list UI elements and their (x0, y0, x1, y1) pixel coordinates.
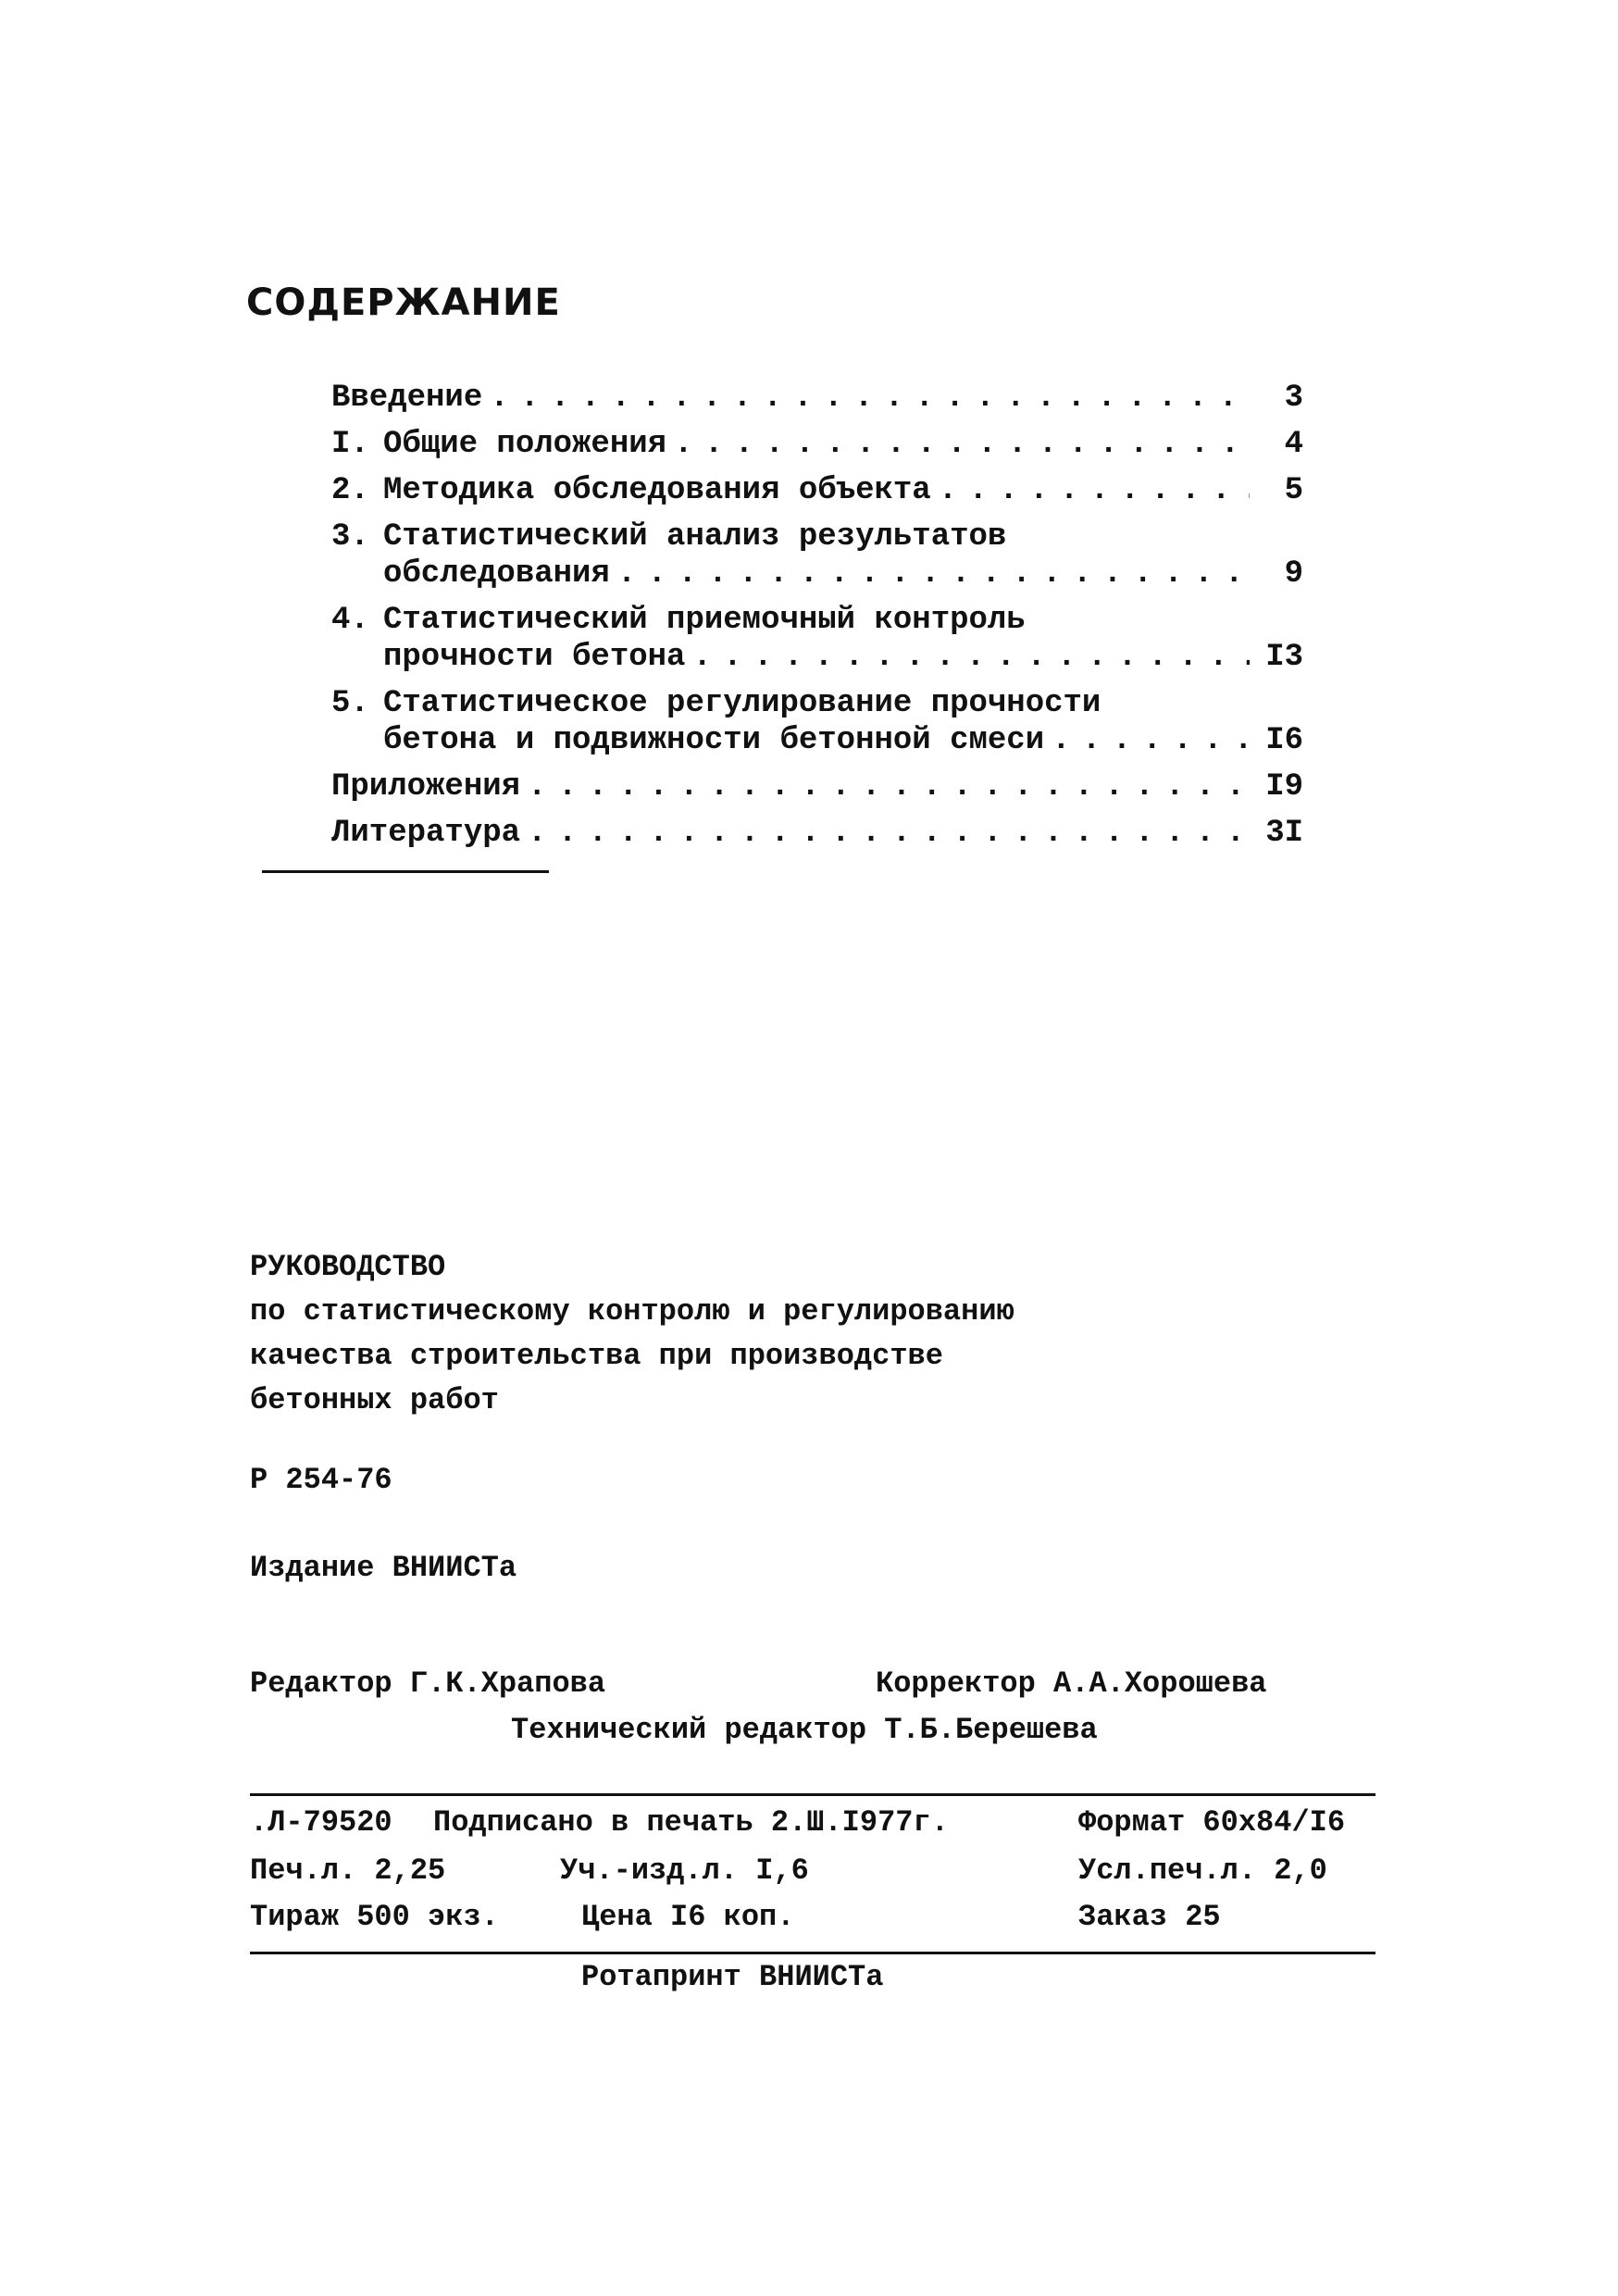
toc-entry-page: 5 (1284, 473, 1303, 508)
toc-leader-dots (617, 555, 1250, 593)
toc-entry-3 (331, 518, 1303, 593)
imprint-title-line: качества строительства при производстве (250, 1339, 943, 1373)
toc-entry-number: 3. (331, 519, 369, 555)
toc-leader-dots (528, 815, 1250, 852)
printer-credit: Ротапринт ВНИИСТа (581, 1960, 884, 1994)
editor-credit: Редактор Г.К.Храпова (250, 1666, 606, 1701)
toc-entry-title-continued: прочности бетона (383, 640, 686, 675)
order-number: .Л-79520 (250, 1805, 392, 1840)
toc-entry-page: 9 (1284, 556, 1303, 592)
toc-entry-title: Приложения (331, 769, 521, 805)
toc-entry-title: Статистический анализ результатов (383, 519, 1007, 555)
toc-entry-literature (331, 815, 1303, 852)
imprint-title-line: по статистическому контролю и регулированию (250, 1294, 1014, 1329)
document-code: Р 254-76 (250, 1463, 392, 1497)
corrector-credit: Корректор А.А.Хорошева (876, 1666, 1267, 1701)
toc-leader-dots (490, 380, 1250, 417)
toc-entry-title: Общие положения (383, 427, 667, 462)
imprint-title (250, 1245, 1014, 1423)
toc-entry-introduction (331, 380, 1303, 417)
toc-entry-page: 4 (1284, 427, 1303, 462)
toc-entry-title: Введение (331, 381, 483, 416)
toc-leader-dots (674, 426, 1250, 463)
publication-bottom-rule (250, 1952, 1375, 1954)
tech-editor-credit: Технический редактор Т.Б.Берешева (511, 1713, 1098, 1747)
toc-entry-1 (331, 426, 1303, 463)
edition-note: Издание ВНИИСТа (250, 1551, 517, 1585)
publisher-sheets: Уч.-изд.л. I,6 (560, 1853, 809, 1888)
toc-entry-number: 5. (331, 686, 369, 721)
signed-to-print: Подписано в печать 2.Ш.I977г. (433, 1805, 949, 1840)
toc-entry-number: 2. (331, 473, 369, 508)
toc-entry-page: 3I (1265, 816, 1303, 851)
contents-divider (262, 870, 549, 873)
toc-entry-title: Статистическое регулирование прочности (383, 686, 1101, 721)
toc-leader-dots (1052, 722, 1250, 759)
print-sheets: Печ.л. 2,25 (250, 1853, 446, 1888)
toc-entry-title: Литература (331, 816, 521, 851)
toc-entry-title-continued: обследования (383, 556, 610, 592)
toc-entry-title-continued: бетона и подвижности бетонной смеси (383, 723, 1045, 758)
table-of-contents (331, 380, 1303, 861)
toc-entry-page: 3 (1284, 381, 1303, 416)
contents-heading: СОДЕРЖАНИЕ (246, 281, 561, 324)
toc-entry-4 (331, 602, 1303, 676)
toc-entry-page: I9 (1265, 769, 1303, 805)
toc-entry-page: I6 (1265, 723, 1303, 758)
toc-entry-title: Методика обследования объекта (383, 473, 931, 508)
conventional-print-sheets: Усл.печ.л. 2,0 (1078, 1853, 1327, 1888)
paper-format: Формат 60х84/I6 (1078, 1805, 1346, 1840)
toc-leader-dots (692, 639, 1250, 676)
imprint-title-line: РУКОВОДСТВО (250, 1250, 446, 1284)
price: Цена I6 коп. (581, 1900, 795, 1934)
order: Заказ 25 (1078, 1900, 1221, 1934)
imprint-title-line: бетонных работ (250, 1383, 499, 1417)
toc-entry-2 (331, 472, 1303, 509)
toc-entry-page: I3 (1265, 640, 1303, 675)
toc-entry-appendices (331, 768, 1303, 805)
toc-entry-title: Статистический приемочный контроль (383, 603, 1026, 638)
toc-leader-dots (939, 472, 1250, 509)
toc-entry-number: 4. (331, 603, 369, 638)
circulation: Тираж 500 экз. (250, 1900, 499, 1934)
publication-top-rule (250, 1793, 1375, 1796)
toc-leader-dots (528, 768, 1250, 805)
toc-entry-number: I. (331, 427, 369, 462)
toc-entry-5 (331, 685, 1303, 759)
